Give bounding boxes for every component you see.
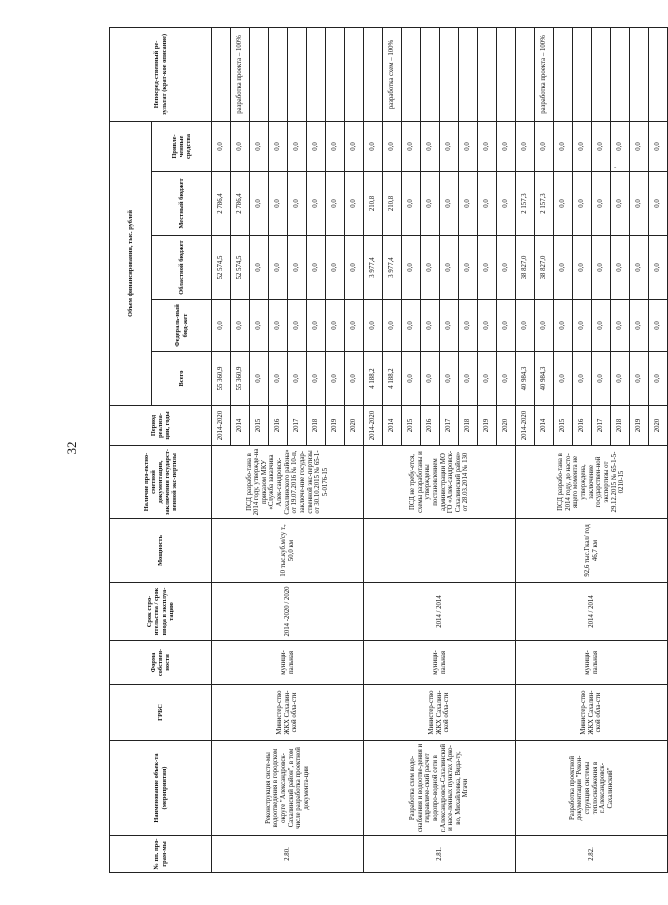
ownership-cell: муници-пальная bbox=[364, 641, 516, 685]
federal-cell: 0,0 bbox=[440, 300, 459, 352]
federal-cell: 0,0 bbox=[478, 300, 497, 352]
table-row bbox=[516, 27, 535, 872]
result-cell bbox=[649, 27, 668, 121]
attracted-cell: 0,0 bbox=[554, 121, 573, 171]
regional-cell: 0,0 bbox=[478, 236, 497, 300]
federal-cell: 0,0 bbox=[402, 300, 421, 352]
result-cell bbox=[459, 27, 478, 121]
local-cell: 0,0 bbox=[402, 172, 421, 236]
federal-cell: 0,0 bbox=[326, 300, 345, 352]
result-cell bbox=[440, 27, 459, 121]
local-cell: 0,0 bbox=[345, 172, 364, 236]
header-design-docs: Наличие про-ектно-сметной документации, заключения государст-венной экс-пертизы bbox=[110, 446, 212, 519]
local-cell: 2 786,4 bbox=[212, 172, 231, 236]
local-cell: 0,0 bbox=[307, 172, 326, 236]
design-docs-cell: ПСД не требу-ется, схемы разработаны и утверждены постановлением администрации МО ГО «Алек-сандровск-Сахалинский район» от 28.03.2014 № 130 bbox=[364, 446, 516, 519]
result-cell bbox=[326, 27, 345, 121]
result-cell bbox=[212, 27, 231, 121]
attracted-cell: 0,0 bbox=[649, 121, 668, 171]
total-cell: 0,0 bbox=[307, 352, 326, 406]
federal-cell: 0,0 bbox=[573, 300, 592, 352]
federal-cell: 0,0 bbox=[592, 300, 611, 352]
header-federal: Федераль-ный бюд-жет bbox=[152, 300, 212, 352]
federal-cell: 0,0 bbox=[516, 300, 535, 352]
attracted-cell: 0,0 bbox=[592, 121, 611, 171]
attracted-cell: 0,0 bbox=[440, 121, 459, 171]
total-cell: 55 360,9 bbox=[212, 352, 231, 406]
federal-cell: 0,0 bbox=[288, 300, 307, 352]
local-cell: 0,0 bbox=[497, 172, 516, 236]
federal-cell: 0,0 bbox=[554, 300, 573, 352]
header-result: Непосред-ственный ре-зультат (крат-кое описание) bbox=[110, 27, 212, 121]
local-cell: 0,0 bbox=[421, 172, 440, 236]
federal-cell: 0,0 bbox=[535, 300, 554, 352]
total-cell: 0,0 bbox=[630, 352, 649, 406]
total-cell: 0,0 bbox=[611, 352, 630, 406]
period-cell: 2017 bbox=[288, 406, 307, 446]
header-capacity: Мощность bbox=[110, 519, 212, 583]
attracted-cell: 0,0 bbox=[383, 121, 402, 171]
total-cell: 0,0 bbox=[649, 352, 668, 406]
federal-cell: 0,0 bbox=[250, 300, 269, 352]
result-cell bbox=[592, 27, 611, 121]
header-total: Всего bbox=[152, 352, 212, 406]
grbs-cell: Министер-ство ЖКХ Сахалин-ской обла-сти bbox=[364, 685, 516, 741]
attracted-cell: 0,0 bbox=[402, 121, 421, 171]
federal-cell: 0,0 bbox=[383, 300, 402, 352]
result-cell bbox=[288, 27, 307, 121]
local-cell: 210,8 bbox=[364, 172, 383, 236]
attracted-cell: 0,0 bbox=[459, 121, 478, 171]
header-attracted: Привле-ченные средства bbox=[152, 121, 212, 171]
result-cell bbox=[307, 27, 326, 121]
regional-cell: 0,0 bbox=[611, 236, 630, 300]
local-cell: 2 786,4 bbox=[231, 172, 250, 236]
local-cell: 0,0 bbox=[649, 172, 668, 236]
period-cell: 2015 bbox=[402, 406, 421, 446]
period-cell: 2018 bbox=[307, 406, 326, 446]
total-cell: 0,0 bbox=[440, 352, 459, 406]
period-cell: 2017 bbox=[440, 406, 459, 446]
total-cell: 0,0 bbox=[288, 352, 307, 406]
total-cell: 4 188,2 bbox=[364, 352, 383, 406]
attracted-cell: 0,0 bbox=[326, 121, 345, 171]
result-cell bbox=[364, 27, 383, 121]
attracted-cell: 0,0 bbox=[307, 121, 326, 171]
attracted-cell: 0,0 bbox=[231, 121, 250, 171]
section-number: 2.81. bbox=[364, 836, 516, 873]
regional-cell: 0,0 bbox=[269, 236, 288, 300]
attracted-cell: 0,0 bbox=[364, 121, 383, 171]
object-name: Разработка проектной документации "Рекон-струкция системы теплоснабжения в г.Александровск-Сахалинский" bbox=[516, 741, 668, 836]
local-cell: 0,0 bbox=[326, 172, 345, 236]
period-cell: 2020 bbox=[497, 406, 516, 446]
total-cell: 0,0 bbox=[497, 352, 516, 406]
attracted-cell: 0,0 bbox=[288, 121, 307, 171]
regional-cell: 3 977,4 bbox=[364, 236, 383, 300]
design-docs-cell: ПСД разрабо-тана в 2014 году, утвержде-на приказом МКУ «Служба заказчика Алек-сандровск-Сахалинского района» от 19.07.2016 № 10-п, заключе-ние государ-ственной экс-пертизы от 30.10.2015 № 65-1-5-0176-15 bbox=[212, 446, 364, 519]
period-cell: 2019 bbox=[326, 406, 345, 446]
result-cell bbox=[345, 27, 364, 121]
result-cell bbox=[269, 27, 288, 121]
federal-cell: 0,0 bbox=[345, 300, 364, 352]
federal-cell: 0,0 bbox=[497, 300, 516, 352]
regional-cell: 0,0 bbox=[421, 236, 440, 300]
header-regional: Областной бюджет bbox=[152, 236, 212, 300]
program-table bbox=[109, 27, 668, 873]
result-cell: разработка проекта – 100% bbox=[231, 27, 250, 121]
attracted-cell: 0,0 bbox=[630, 121, 649, 171]
regional-cell: 0,0 bbox=[573, 236, 592, 300]
object-name: Реконструкция систе-мы водоотведения в городском округе "Александровск-Сахалинский район", в том числе разработка проектной документа-ции bbox=[212, 741, 364, 836]
period-cell: 2014-2020 bbox=[364, 406, 383, 446]
result-cell bbox=[573, 27, 592, 121]
header-ownership: Форма собствен-ности bbox=[110, 641, 212, 685]
header-row-1 bbox=[110, 27, 152, 872]
attracted-cell: 0,0 bbox=[345, 121, 364, 171]
attracted-cell: 0,0 bbox=[516, 121, 535, 171]
regional-cell: 0,0 bbox=[402, 236, 421, 300]
period-cell: 2016 bbox=[573, 406, 592, 446]
total-cell: 0,0 bbox=[250, 352, 269, 406]
local-cell: 0,0 bbox=[440, 172, 459, 236]
period-cell: 2014 bbox=[383, 406, 402, 446]
total-cell: 40 984,3 bbox=[535, 352, 554, 406]
deadline-cell: 2014 / 2014 bbox=[364, 583, 516, 641]
header-funding-group: Объем финансирования, тыс. рублей bbox=[110, 121, 152, 405]
local-cell: 210,8 bbox=[383, 172, 402, 236]
result-cell: разработка схем – 100% bbox=[383, 27, 402, 121]
result-cell bbox=[402, 27, 421, 121]
design-docs-cell: ПСД разрабо-тана в 2014 году, до насто-ящего момента не утверждена, заключение государствен-ной экспертизы от 29.12.2015 № 65-1-5-0210-15 bbox=[516, 446, 668, 519]
result-cell bbox=[516, 27, 535, 121]
regional-cell: 0,0 bbox=[459, 236, 478, 300]
regional-cell: 0,0 bbox=[440, 236, 459, 300]
period-cell: 2017 bbox=[592, 406, 611, 446]
grbs-cell: Министер-ство ЖКХ Сахалин-ской обла-сти bbox=[516, 685, 668, 741]
federal-cell: 0,0 bbox=[364, 300, 383, 352]
period-cell: 2020 bbox=[345, 406, 364, 446]
result-cell bbox=[554, 27, 573, 121]
result-cell bbox=[478, 27, 497, 121]
total-cell: 0,0 bbox=[345, 352, 364, 406]
federal-cell: 0,0 bbox=[307, 300, 326, 352]
result-cell bbox=[611, 27, 630, 121]
period-cell: 2018 bbox=[611, 406, 630, 446]
regional-cell: 38 827,0 bbox=[516, 236, 535, 300]
deadline-cell: 2014 -2020 / 2020 bbox=[212, 583, 364, 641]
regional-cell: 0,0 bbox=[250, 236, 269, 300]
regional-cell: 0,0 bbox=[630, 236, 649, 300]
local-cell: 0,0 bbox=[478, 172, 497, 236]
attracted-cell: 0,0 bbox=[611, 121, 630, 171]
local-cell: 0,0 bbox=[288, 172, 307, 236]
regional-cell: 3 977,4 bbox=[383, 236, 402, 300]
local-cell: 0,0 bbox=[250, 172, 269, 236]
header-local: Местный бюджет bbox=[152, 172, 212, 236]
local-cell: 0,0 bbox=[459, 172, 478, 236]
federal-cell: 0,0 bbox=[611, 300, 630, 352]
header-deadline: Срок стро-ительства / срок ввода в эксплуа-тацию bbox=[110, 583, 212, 641]
attracted-cell: 0,0 bbox=[573, 121, 592, 171]
period-cell: 2016 bbox=[269, 406, 288, 446]
regional-cell: 0,0 bbox=[288, 236, 307, 300]
regional-cell: 0,0 bbox=[649, 236, 668, 300]
page-number: 32 bbox=[64, 441, 79, 455]
local-cell: 0,0 bbox=[573, 172, 592, 236]
local-cell: 0,0 bbox=[630, 172, 649, 236]
total-cell: 0,0 bbox=[478, 352, 497, 406]
grbs-cell: Министер-ство ЖКХ Сахалин-ской обла-сти bbox=[212, 685, 364, 741]
result-cell bbox=[421, 27, 440, 121]
total-cell: 4 188,2 bbox=[383, 352, 402, 406]
total-cell: 0,0 bbox=[592, 352, 611, 406]
ownership-cell: муници-пальная bbox=[212, 641, 364, 685]
period-cell: 2018 bbox=[459, 406, 478, 446]
period-cell: 2015 bbox=[250, 406, 269, 446]
federal-cell: 0,0 bbox=[649, 300, 668, 352]
local-cell: 0,0 bbox=[554, 172, 573, 236]
header-period: Период реализа-ции, годы bbox=[110, 406, 212, 446]
regional-cell: 38 827,0 bbox=[535, 236, 554, 300]
regional-cell: 0,0 bbox=[497, 236, 516, 300]
section-number: 2.80. bbox=[212, 836, 364, 873]
local-cell: 2 157,3 bbox=[535, 172, 554, 236]
regional-cell: 0,0 bbox=[592, 236, 611, 300]
capacity-cell: 92,6 тыс.Гкал/ год 46,7 км bbox=[516, 519, 668, 583]
capacity-cell: 10 тыс.куб.м/су т., 50,0 км bbox=[212, 519, 364, 583]
regional-cell: 0,0 bbox=[326, 236, 345, 300]
result-cell bbox=[250, 27, 269, 121]
attracted-cell: 0,0 bbox=[421, 121, 440, 171]
total-cell: 55 360,9 bbox=[231, 352, 250, 406]
table-body bbox=[212, 27, 668, 872]
capacity-cell bbox=[364, 519, 516, 583]
result-cell: разработка проекта – 100% bbox=[535, 27, 554, 121]
total-cell: 0,0 bbox=[459, 352, 478, 406]
header-name: Наименование объек-та (мероприятия) bbox=[110, 741, 212, 836]
rotated-table-container bbox=[109, 28, 662, 873]
deadline-cell: 2014 / 2014 bbox=[516, 583, 668, 641]
attracted-cell: 0,0 bbox=[269, 121, 288, 171]
table-row bbox=[364, 27, 383, 872]
section-number: 2.82. bbox=[516, 836, 668, 873]
attracted-cell: 0,0 bbox=[250, 121, 269, 171]
total-cell: 0,0 bbox=[421, 352, 440, 406]
total-cell: 0,0 bbox=[326, 352, 345, 406]
total-cell: 0,0 bbox=[402, 352, 421, 406]
ownership-cell: муници-пальная bbox=[516, 641, 668, 685]
local-cell: 0,0 bbox=[592, 172, 611, 236]
attracted-cell: 0,0 bbox=[212, 121, 231, 171]
period-cell: 2014 bbox=[231, 406, 250, 446]
federal-cell: 0,0 bbox=[630, 300, 649, 352]
total-cell: 0,0 bbox=[573, 352, 592, 406]
total-cell: 0,0 bbox=[554, 352, 573, 406]
local-cell: 2 157,3 bbox=[516, 172, 535, 236]
total-cell: 0,0 bbox=[269, 352, 288, 406]
period-cell: 2014-2020 bbox=[516, 406, 535, 446]
federal-cell: 0,0 bbox=[421, 300, 440, 352]
period-cell: 2014 bbox=[535, 406, 554, 446]
regional-cell: 52 574,5 bbox=[231, 236, 250, 300]
regional-cell: 0,0 bbox=[345, 236, 364, 300]
object-name: Разработка схем водо-снабжения и водоотве-дения и гидравличе-ский расчет водопро-водной сети в г.Александровск-Сахалинский и насе-ленных пунктах Арко-во, Михайловка, Вида-ту, Мгачи bbox=[364, 741, 516, 836]
period-cell: 2015 bbox=[554, 406, 573, 446]
regional-cell: 0,0 bbox=[307, 236, 326, 300]
attracted-cell: 0,0 bbox=[497, 121, 516, 171]
federal-cell: 0,0 bbox=[459, 300, 478, 352]
attracted-cell: 0,0 bbox=[535, 121, 554, 171]
period-cell: 2016 bbox=[421, 406, 440, 446]
header-num: № пп. про-грам-мы bbox=[110, 836, 212, 873]
regional-cell: 52 574,5 bbox=[212, 236, 231, 300]
table-row bbox=[212, 27, 231, 872]
period-cell: 2020 bbox=[649, 406, 668, 446]
local-cell: 0,0 bbox=[269, 172, 288, 236]
local-cell: 0,0 bbox=[611, 172, 630, 236]
result-cell bbox=[497, 27, 516, 121]
period-cell: 2019 bbox=[630, 406, 649, 446]
federal-cell: 0,0 bbox=[231, 300, 250, 352]
period-cell: 2014-2020 bbox=[212, 406, 231, 446]
attracted-cell: 0,0 bbox=[478, 121, 497, 171]
regional-cell: 0,0 bbox=[554, 236, 573, 300]
federal-cell: 0,0 bbox=[269, 300, 288, 352]
federal-cell: 0,0 bbox=[212, 300, 231, 352]
result-cell bbox=[630, 27, 649, 121]
header-grbs: ГРБС bbox=[110, 685, 212, 741]
period-cell: 2019 bbox=[478, 406, 497, 446]
total-cell: 40 984,3 bbox=[516, 352, 535, 406]
stray-mark: - bbox=[614, 163, 617, 171]
